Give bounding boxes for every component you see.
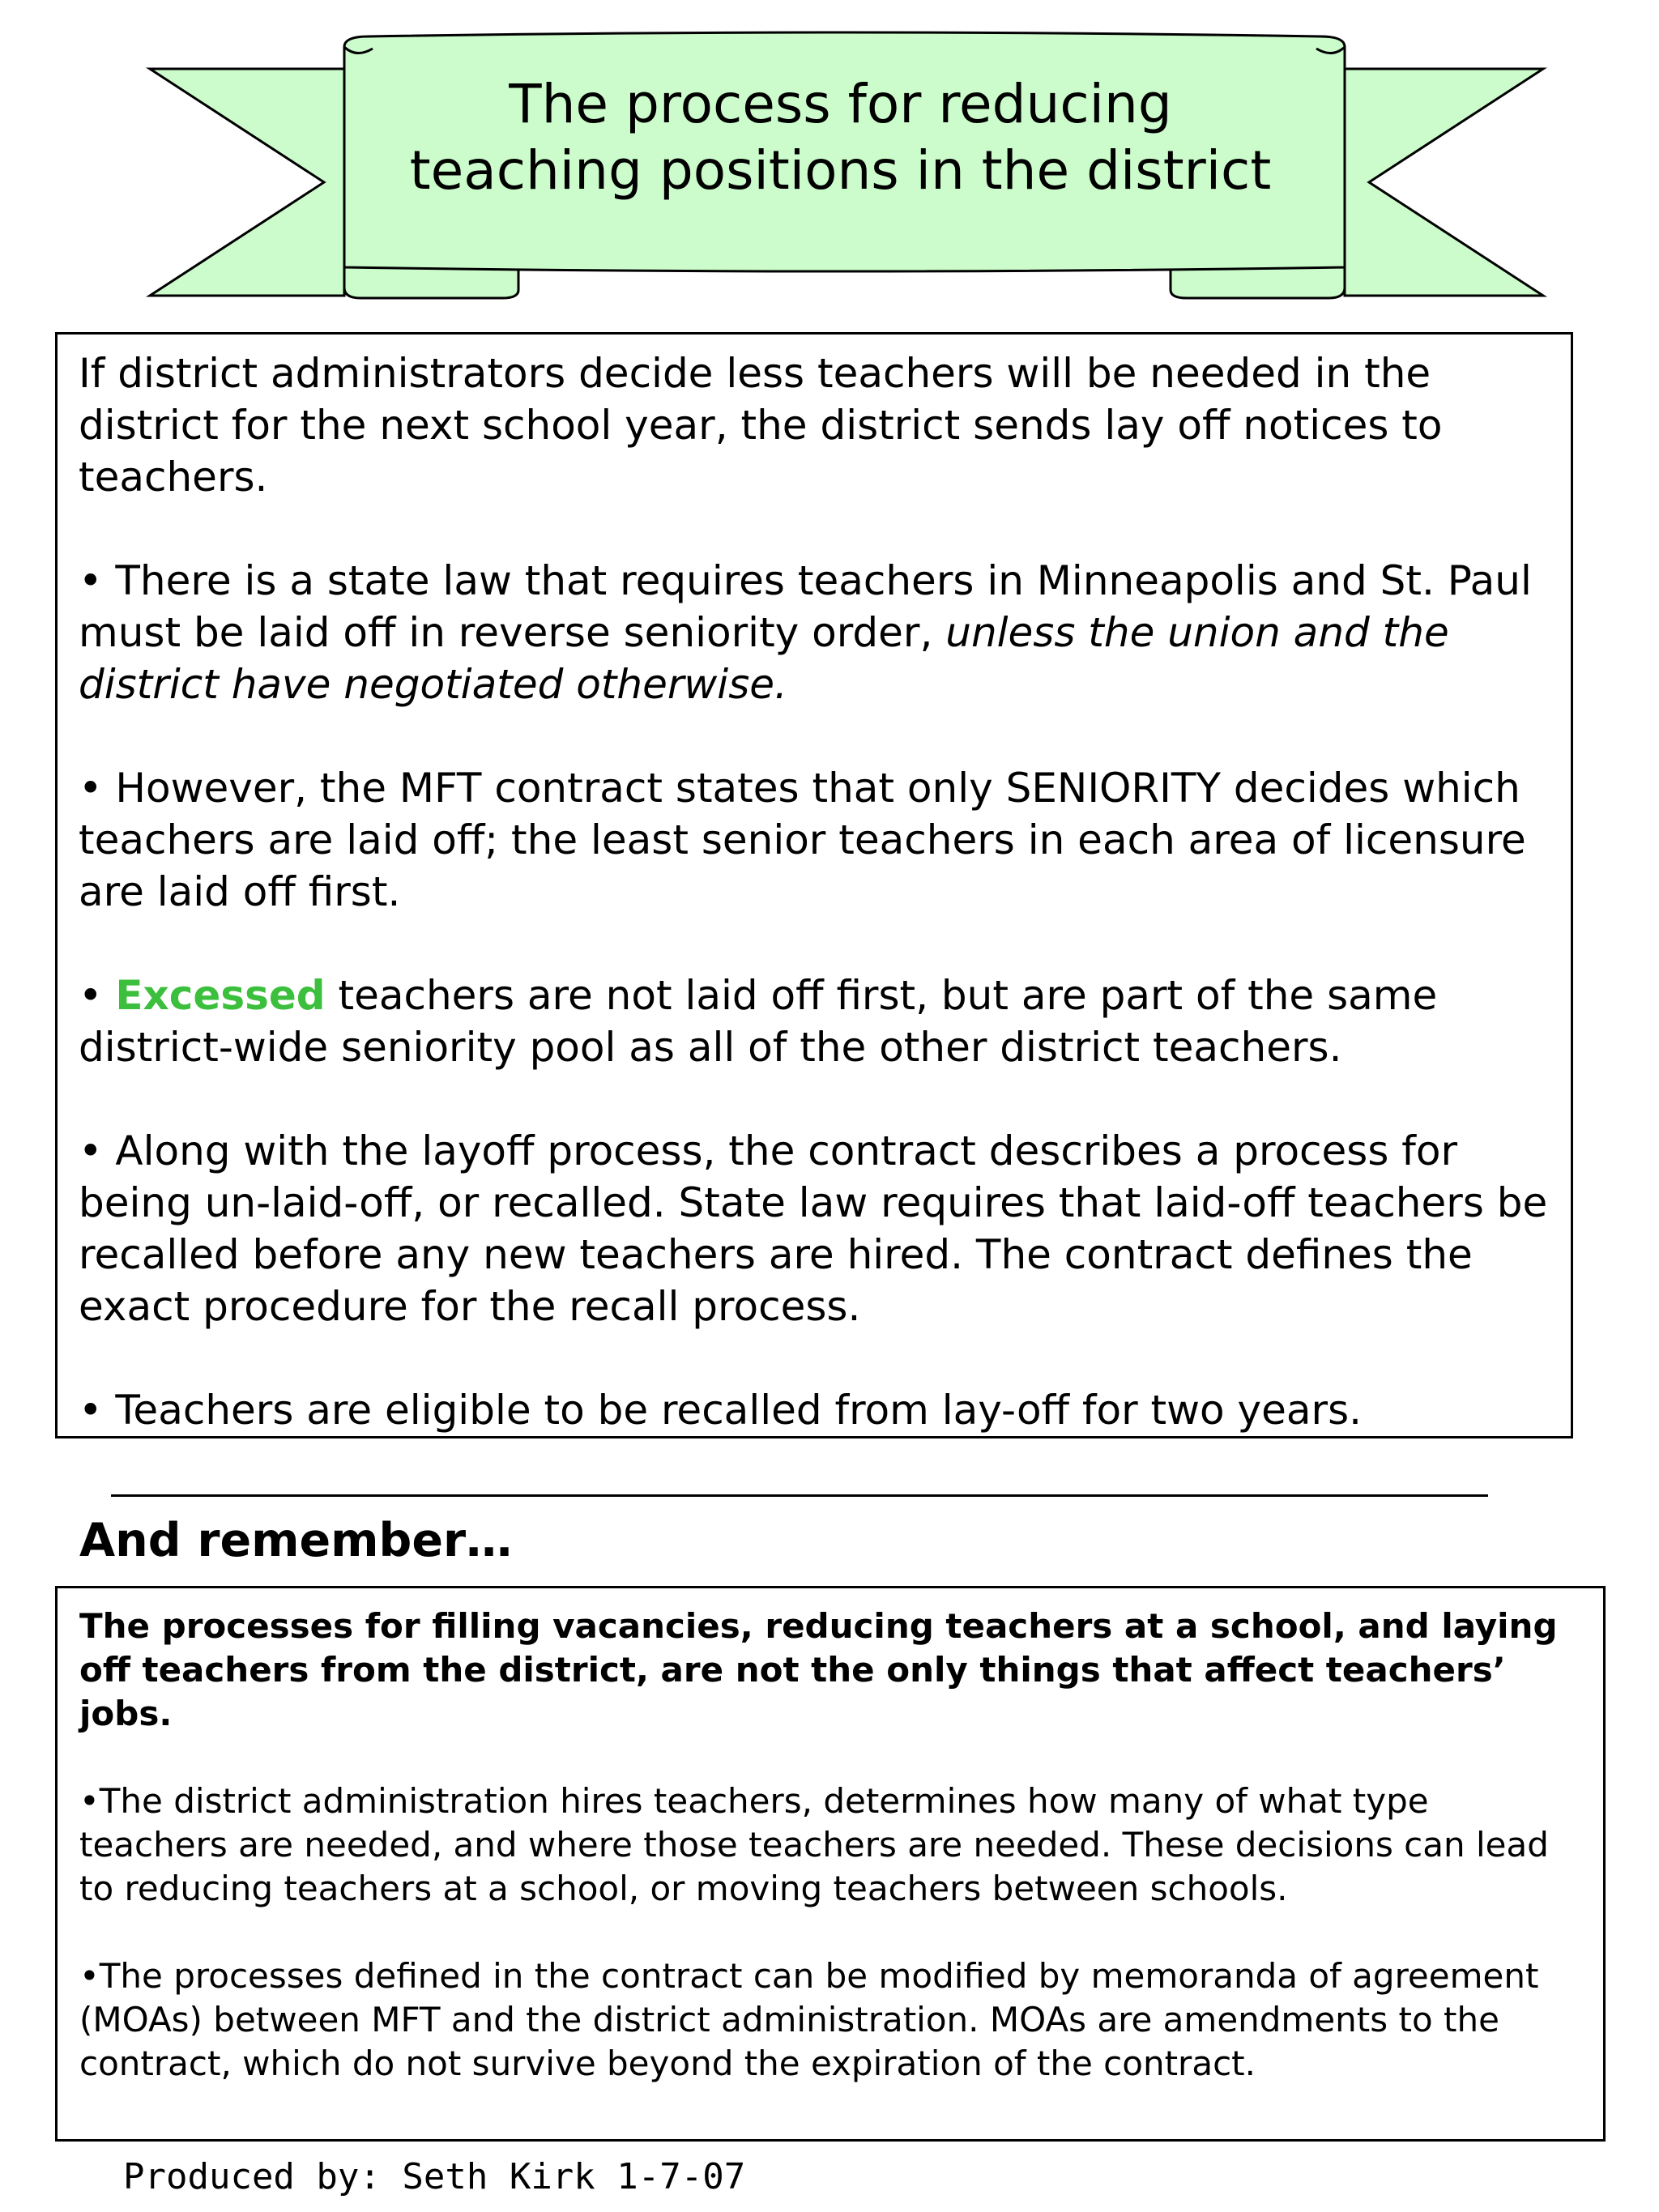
banner-left-fold (344, 267, 518, 298)
excessed-paragraph (79, 970, 1551, 1073)
page-title (344, 71, 1337, 204)
remember-heading: And remember… (79, 1514, 513, 1567)
reminder-box (55, 1586, 1606, 2142)
eligibility-paragraph: • Teachers are eligible to be recalled from lay-off for two years. (79, 1387, 1363, 1434)
title-line-2: teaching positions in the district (409, 139, 1272, 202)
bullet: • (79, 557, 103, 604)
banner-right-fold (1171, 267, 1345, 298)
excessed-text: teachers are not laid off first, but are part of the same district-wide seniority pool as all of the other district teachers. (79, 972, 1438, 1071)
reminder-bullet-moas: •The processes defined in the contract can be modified by memoranda of agreement (MOAs) between MFT and the district administration. MOAs are amendments to the contract, which do not survive beyond the expiration of the contract. (79, 1956, 1539, 2083)
intro-paragraph: If district administrators decide less teachers will be needed in the district for the next school year, the district sends lay off notices to teachers. (79, 350, 1443, 501)
recall-paragraph: • Along with the layoff process, the contract describes a process for being un-laid-off, or recalled. State law requires that laid-off teachers be recalled before any new teachers are hired. The contract defines the exact procedure for the recall process. (79, 1127, 1548, 1330)
bullet: • (79, 972, 116, 1019)
reminder-intro: The processes for filling vacancies, reducing teachers at a school, and laying off teachers from the district, are not the only things that affect teachers’ jobs. (79, 1606, 1558, 1733)
state-law-paragraph (79, 555, 1551, 710)
state-law-italic: unless the union and the district have negotiated otherwise. (79, 609, 1449, 708)
seniority-paragraph: • However, the MFT contract states that only SENIORITY decides which teachers are laid off; the least senior teachers in each area of licensure are laid off first. (79, 765, 1526, 915)
reminder-bullet-hiring: •The district administration hires teachers, determines how many of what type teachers are needed, and where those teachers are needed. These decisions can lead to reducing teachers at a school, or moving teachers between schools. (79, 1781, 1549, 1908)
excessed-highlight: Excessed (115, 972, 326, 1019)
footer-credit: Produced by: Seth Kirk 1-7-07 (123, 2156, 746, 2197)
layoff-process-box (55, 332, 1573, 1438)
banner-left-tail (150, 69, 344, 296)
state-law-text: There is a state law that requires teachers in Minneapolis and St. Paul must be laid off in reverse seniority order, (79, 557, 1532, 656)
section-divider (111, 1494, 1488, 1497)
banner-right-tail (1345, 69, 1543, 296)
title-line-1: The process for reducing (509, 73, 1172, 135)
